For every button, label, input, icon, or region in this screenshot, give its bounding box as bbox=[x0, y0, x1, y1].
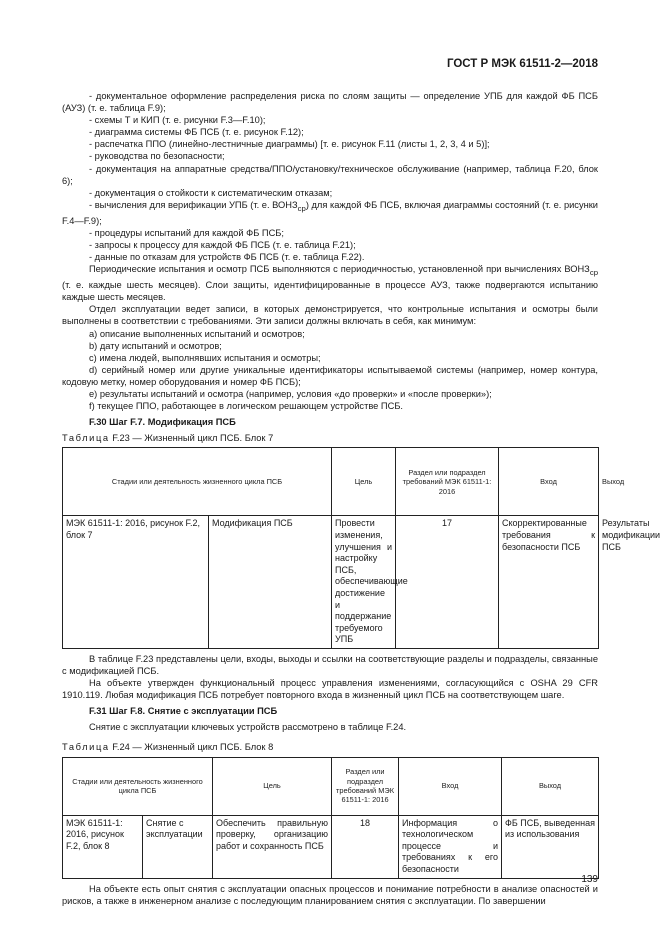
standard-title: ГОСТ Р МЭК 61511-2—2018 bbox=[446, 58, 598, 70]
cell-section: 17 bbox=[396, 516, 499, 649]
list-item: - распечатка ППО (линейно-лестничные диаграммы) [т. е. рисунок F.11 (листы 1, 2, 3, 4 и 5)]; bbox=[89, 139, 490, 150]
table-caption-f24: Таблица F.24 — Жизненный цикл ПСБ. Блок 8 bbox=[62, 742, 274, 753]
section-heading-f30: F.30 Шаг F.7. Модификация ПСБ bbox=[89, 417, 236, 428]
cell-reference: МЭК 61511-1: 2016, рисунок F.2, блок 7 bbox=[63, 516, 209, 649]
table-caption-f23: Таблица F.23 — Жизненный цикл ПСБ. Блок 7 bbox=[62, 433, 274, 444]
records-item: c) имена людей, выполнявших испытания и осмотры; bbox=[89, 352, 321, 363]
column-header-section: Раздел или подраздел требований МЭК 61511-1: 2016 bbox=[396, 448, 499, 516]
list-item: - схемы Т и КИП (т. е. рисунки F.3—F.10); bbox=[89, 115, 266, 126]
paragraph: Снятие с эксплуатации ключевых устройств рассмотрено в таблице F.24. bbox=[89, 722, 407, 733]
list-item: - документация на аппаратные средства/ППО/установку/техническое обслуживание (например, таблица F.20, блок 6); bbox=[62, 163, 598, 186]
column-header-stage: Стадии или деятельность жизненного цикла ПСБ bbox=[63, 757, 213, 815]
body-text bbox=[62, 90, 661, 907]
table-f24 bbox=[62, 757, 599, 879]
column-header-goal: Цель bbox=[213, 757, 332, 815]
records-item: e) результаты испытаний и осмотра (например, условия «до проверки» и «после проверки»); bbox=[89, 388, 492, 399]
list-item: - документальное оформление распределения риска по слоям защиты — определение УПБ для каждой ФБ ПСБ (АУЗ) (т. е. таблица F.9); bbox=[62, 91, 598, 114]
cell-stage: Модификация ПСБ bbox=[209, 516, 332, 649]
list-item: - запросы к процессу для каждой ФБ ПСБ (т. е. таблица F.21); bbox=[89, 239, 356, 250]
column-header-stage: Стадии или деятельность жизненного цикла ПСБ bbox=[63, 448, 332, 516]
list-item: - документация о стойкости к систематическим отказам; bbox=[89, 187, 333, 198]
list-item: - процедуры испытаний для каждой ФБ ПСБ; bbox=[89, 227, 284, 238]
section-heading-f31: F.31 Шаг F.8. Снятие с эксплуатации ПСБ bbox=[89, 706, 278, 717]
closing-paragraph: На объекте есть опыт снятия с эксплуатации опасных процессов и понимание потребности в анализе опасностей и рисков, а также в инженерном анализе с последующим планированием снятия с эксплуатации. По завершении bbox=[62, 883, 598, 906]
table-row bbox=[63, 815, 599, 878]
records-item: f) текущее ППО, работающее в логическом решающем устройстве ПСБ. bbox=[89, 401, 404, 412]
records-item: b) дату испытаний и осмотров; bbox=[89, 340, 222, 351]
cell-stage: Снятие с эксплуатации bbox=[143, 815, 213, 878]
cell-reference: МЭК 61511-1: 2016, рисунок F.2, блок 8 bbox=[63, 815, 143, 878]
page-number: 139 bbox=[581, 874, 598, 885]
table-f23: Стадии или деятельность жизненного цикла ПСБ Цель Раздел или подраздел требований МЭК 61511-1: 2016 Вход Выход МЭК 61511-1: 2016, рисунок F.2, блок 7 Модификация ПСБ Провести изменения, улучшения и настройку ПСБ, обеспечивающие достижение и поддержание требуемого УПБ 17 Скорректированные требования к безопасности ПСБ Результаты модификации ПСБ bbox=[62, 447, 599, 649]
records-paragraph: Отдел эксплуатации ведет записи, в которых демонстрируется, что контрольные испытания и осмотры были выполнены в соответствии с требованиями. Эти записи должны включать в себя, как минимум: bbox=[62, 304, 598, 327]
column-header-input: Вход bbox=[499, 448, 599, 516]
cell-input: Информация о технологическом процессе и требованиях к его безопасности bbox=[399, 815, 502, 878]
paragraph: В таблице F.23 представлены цели, входы, выходы и ссылки на соответствующие разделы и подразделы, связанные с модификацией ПСБ. bbox=[62, 653, 598, 676]
list-item: - данные по отказам для устройств ФБ ПСБ (т. е. таблица F.22). bbox=[89, 252, 365, 263]
records-item: d) серийный номер или другие уникальные идентификаторы испытываемой системы (например, номер контура, кодовую метку, номер оборудования и номер ФБ ПСБ); bbox=[62, 364, 598, 387]
records-item: a) описание выполненных испытаний и осмотров; bbox=[89, 328, 305, 339]
cell-section: 18 bbox=[332, 815, 399, 878]
list-item: - руководства по безопасности; bbox=[89, 151, 225, 162]
cell-goal: Провести изменения, улучшения и настройку ПСБ, обеспечивающие достижение и поддержание требуемого УПБ bbox=[332, 516, 396, 649]
list-item-calculation: - вычисления для верификации УПБ (т. е. $ВОНЗ_{ср}$) для каждой ФБ ПСБ, включая диаграммы состояний (т. е. рисунки F.4—F.9); bbox=[62, 199, 598, 226]
cell-input: Скорректированные требования к безопасности ПСБ bbox=[499, 516, 599, 649]
column-header-goal: Цель bbox=[332, 448, 396, 516]
cell-output: ФБ ПСБ, выведенная из использования bbox=[502, 815, 599, 878]
column-header-section: Раздел или подраздел требований МЭК 61511-1: 2016 bbox=[332, 757, 399, 815]
list-item: - диаграмма системы ФБ ПСБ (т. е. рисунок F.12); bbox=[89, 127, 304, 138]
paragraph: На объекте утвержден функциональный процесс управления изменениями, согласующийся с OSHA 29 CFR 1910.119. Любая модификация ПСБ потребует повторного входа в жизненный цикл ПСБ на соответствующем шаге. bbox=[62, 678, 598, 701]
column-header-output: Выход bbox=[502, 757, 599, 815]
cell-goal: Обеспечить правильную проверку, организацию работ и сохранность ПСБ bbox=[213, 815, 332, 878]
column-header-input: Вход bbox=[399, 757, 502, 815]
periodic-testing-paragraph: Периодические испытания и осмотр ПСБ выполняются с периодичностью, установленной при вычислениях $ВОНЗ_{ср}$ (т. е. каждые шесть месяцев). Слои защиты, идентифицированные в процессе АУЗ, также подвергаются испытанию каждые шесть месяцев. bbox=[62, 264, 598, 303]
table-row: МЭК 61511-1: 2016, рисунок F.2, блок 7 Модификация ПСБ Провести изменения, улучшения и настройку ПСБ, обеспечивающие достижение и поддержание требуемого УПБ 17 Скорректированные требования к безопасности ПСБ Результаты модификации ПСБ bbox=[63, 516, 599, 649]
